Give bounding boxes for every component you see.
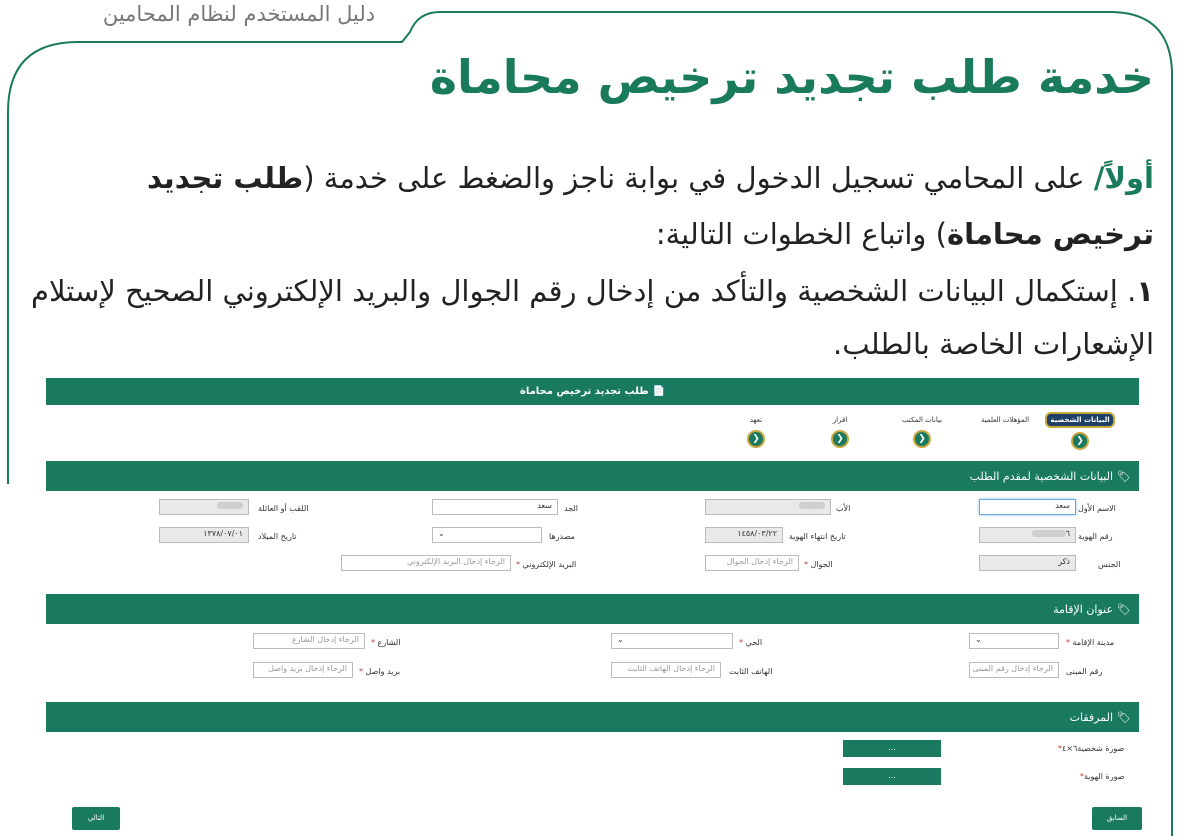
arrow-left-circle-icon: ❮ bbox=[831, 430, 849, 448]
wasel-mail-label-text: بريد واصل bbox=[365, 667, 401, 676]
step-personal[interactable] bbox=[1045, 412, 1115, 450]
father-name-field[interactable] bbox=[705, 499, 831, 515]
tag-icon: 🏷 bbox=[1117, 469, 1131, 483]
city-label bbox=[1066, 638, 1114, 647]
mobile-label bbox=[804, 560, 833, 569]
phone-label: الهاتف الثابت bbox=[729, 667, 773, 676]
section-address-header bbox=[46, 594, 1139, 624]
street-label-text: الشارع bbox=[377, 638, 401, 647]
id-attachment-label-text: صورة الهوية bbox=[1084, 772, 1125, 781]
wasel-mail-label bbox=[359, 667, 400, 676]
family-name-field[interactable] bbox=[159, 499, 249, 515]
chevron-down-icon: ⌄ bbox=[617, 635, 624, 644]
step-text-1: . إستكمال البيانات الشخصية والتأكد من إدخال رقم الجوال والبريد الإلكتروني الصحيح لإستلام bbox=[31, 274, 1137, 308]
email-label-text: البريد الإلكتروني bbox=[522, 560, 577, 569]
step-text-2: الإشعارات الخاصة بالطلب. bbox=[833, 327, 1154, 361]
section-attachments-title: المرفقات bbox=[1069, 710, 1114, 724]
id-attachment-label bbox=[1080, 772, 1125, 781]
district-label-text: الحي bbox=[745, 638, 763, 647]
page-title: خدمة طلب تجديد ترخيص محاماة bbox=[429, 50, 1154, 104]
city-label-text: مدينة الإقامة bbox=[1072, 638, 1115, 647]
manual-header-label: دليل المستخدم لنظام المحامين bbox=[102, 2, 376, 26]
street-field[interactable]: الرجاء إدخال الشارع bbox=[253, 633, 365, 649]
email-label bbox=[516, 560, 576, 569]
photo-attachment-label bbox=[1058, 744, 1124, 753]
required-mark: * bbox=[359, 667, 363, 676]
family-name-label: اللقب أو العائلة bbox=[258, 504, 309, 513]
step-office[interactable] bbox=[887, 414, 957, 448]
photo-upload-button[interactable]: ... bbox=[843, 740, 941, 757]
id-number-label: رقم الهوية bbox=[1078, 532, 1113, 541]
mobile-field[interactable]: الرجاء إدخال الجوال bbox=[705, 555, 799, 571]
step-label: اقرار bbox=[832, 416, 848, 424]
section-personal-header bbox=[46, 461, 1139, 491]
building-label: رقم المبنى bbox=[1066, 667, 1103, 676]
intro-text-a: على المحامي تسجيل الدخول في بوابة ناجز والضغط على خدمة ( bbox=[303, 161, 1094, 195]
step-qualifications[interactable] bbox=[970, 414, 1040, 426]
gender-label: الجنس bbox=[1098, 560, 1121, 569]
step-number: ١ bbox=[1136, 274, 1154, 308]
father-name-label: الأب bbox=[836, 504, 851, 513]
previous-button[interactable]: السابق bbox=[1092, 807, 1142, 830]
service-name-part2: ترخيص محاماة bbox=[946, 217, 1154, 251]
required-mark: * bbox=[739, 638, 743, 647]
arrow-left-circle-icon: ❮ bbox=[747, 430, 765, 448]
required-mark: * bbox=[371, 638, 375, 647]
tag-icon: 🏷 bbox=[1117, 710, 1131, 724]
section-address-title: عنوان الإقامة bbox=[1053, 602, 1114, 616]
redacted-value bbox=[799, 502, 825, 509]
document-icon: 📄 bbox=[652, 386, 666, 397]
step-declaration[interactable] bbox=[805, 414, 875, 448]
first-name-label: الاسم الأول bbox=[1078, 504, 1116, 513]
first-name-field[interactable]: سعد bbox=[979, 499, 1076, 515]
intro-paragraph-line2 bbox=[14, 216, 1154, 252]
required-mark: * bbox=[516, 560, 520, 569]
step-paragraph-line2 bbox=[14, 326, 1154, 362]
grandfather-name-field[interactable]: سعد bbox=[432, 499, 558, 515]
gender-field[interactable]: ذكر bbox=[979, 555, 1076, 571]
redacted-value bbox=[217, 502, 243, 509]
id-number-field[interactable] bbox=[979, 527, 1076, 543]
tag-icon: 🏷 bbox=[1117, 602, 1131, 616]
intro-text-b: ) واتباع الخطوات التالية: bbox=[655, 217, 947, 251]
id-expiry-label: تاريخ انتهاء الهوية bbox=[789, 532, 846, 541]
step-label: البيانات الشخصية bbox=[1045, 412, 1115, 428]
form-screenshot bbox=[46, 378, 1140, 836]
phone-field[interactable]: الرجاء إدخال الهاتف الثابت bbox=[611, 662, 721, 678]
city-select[interactable] bbox=[969, 633, 1059, 649]
intro-paragraph-line1 bbox=[14, 160, 1154, 196]
step-pledge[interactable] bbox=[721, 414, 791, 448]
email-field[interactable]: الرجاء إدخال البريد الإلكتروني bbox=[341, 555, 511, 571]
redacted-value bbox=[1032, 530, 1066, 537]
intro-lead: أولاً/ bbox=[1093, 161, 1154, 195]
grandfather-name-label: الجد bbox=[564, 504, 579, 513]
step-label: بيانات المكتب bbox=[901, 416, 943, 424]
id-expiry-field[interactable]: ١٤٥٨/٠٣/٢٢ bbox=[705, 527, 783, 543]
district-label bbox=[739, 638, 762, 647]
birth-date-field[interactable]: ١٣٧٨/٠٧/٠١ bbox=[159, 527, 249, 543]
required-mark: * bbox=[1080, 772, 1084, 781]
chevron-down-icon: ⌄ bbox=[975, 635, 982, 644]
form-title: طلب تجديد ترخيص محاماة bbox=[519, 386, 649, 397]
wasel-mail-field[interactable]: الرجاء إدخال بريد واصل bbox=[253, 662, 353, 678]
step-label: تعهد bbox=[749, 416, 763, 424]
id-source-select[interactable] bbox=[432, 527, 542, 543]
section-attachments-header bbox=[46, 702, 1139, 732]
form-title-bar bbox=[46, 378, 1139, 405]
arrow-left-circle-icon: ❮ bbox=[913, 430, 931, 448]
step-label: المؤهلات العلمية bbox=[980, 416, 1030, 424]
required-mark: * bbox=[1058, 744, 1062, 753]
next-button[interactable]: التالي bbox=[72, 807, 120, 830]
chevron-down-icon: ⌄ bbox=[438, 529, 445, 538]
id-source-label: مصدرها bbox=[549, 532, 575, 541]
building-field[interactable]: الرجاء إدخال رقم المبنى bbox=[969, 662, 1059, 678]
id-number-value: ٦ bbox=[1065, 529, 1070, 538]
birth-date-label: تاريخ الميلاد bbox=[258, 532, 297, 541]
street-label bbox=[371, 638, 400, 647]
photo-attachment-label-text: صورة شخصية٦×٤ bbox=[1062, 744, 1125, 753]
required-mark: * bbox=[1066, 638, 1070, 647]
district-select[interactable] bbox=[611, 633, 733, 649]
id-upload-button[interactable]: ... bbox=[843, 768, 941, 785]
mobile-label-text: الجوال bbox=[810, 560, 833, 569]
service-name-part1: طلب تجديد bbox=[147, 161, 304, 195]
arrow-left-circle-icon: ❮ bbox=[1071, 432, 1089, 450]
required-mark: * bbox=[804, 560, 808, 569]
step-paragraph-line1 bbox=[14, 273, 1154, 309]
section-personal-title: البيانات الشخصية لمقدم الطلب bbox=[969, 469, 1114, 483]
